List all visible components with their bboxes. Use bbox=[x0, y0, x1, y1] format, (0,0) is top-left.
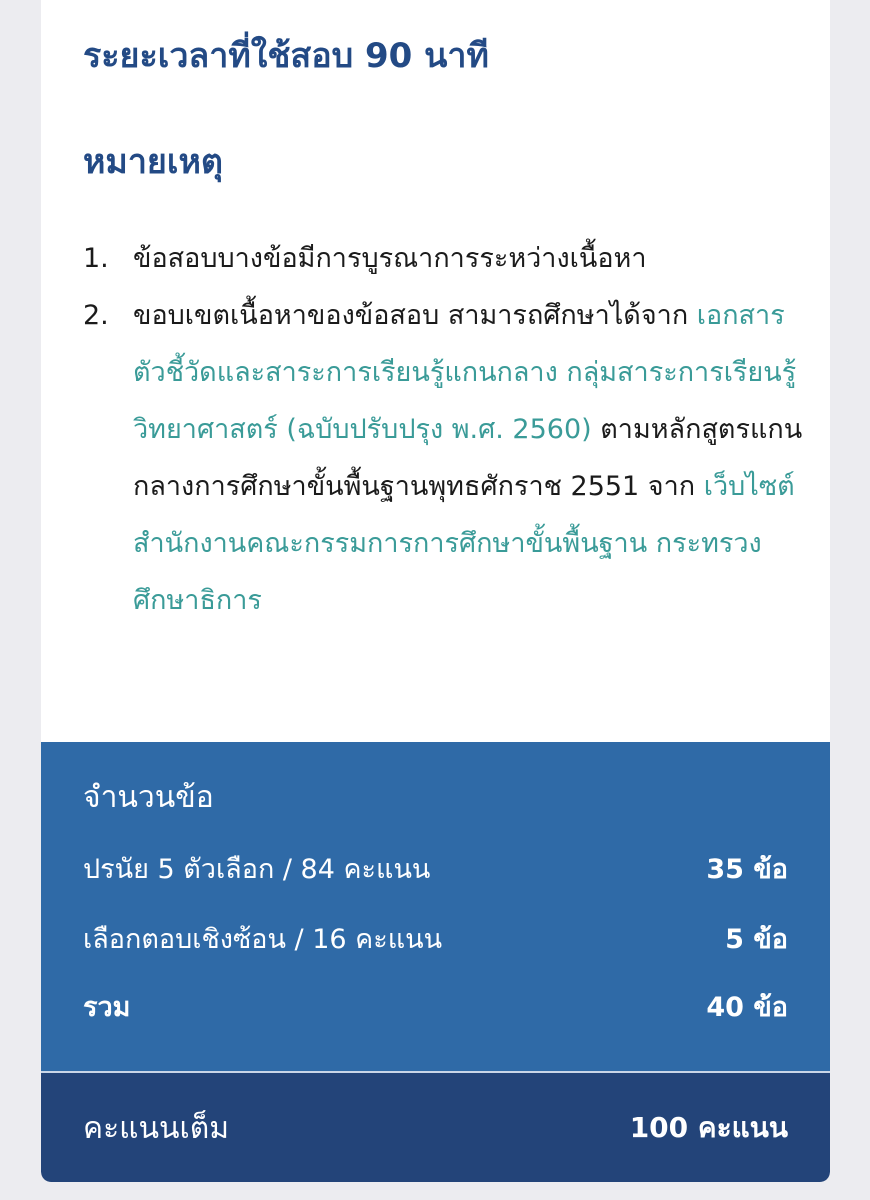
indicators-document-link[interactable]: เอกสารตัวชี้วัดและสาระการเรียนรู้แกนกลาง กลุ่มสาระการเรียนรู้วิทยาศาสตร์ (ฉบับปรับปรุง พ.ศ. 2560) bbox=[133, 300, 797, 445]
note-text: ขอบเขตเนื้อหาของข้อสอบ สามารถศึกษาได้จาก bbox=[133, 300, 697, 331]
full-score-panel bbox=[41, 1073, 830, 1182]
full-score-row bbox=[83, 1103, 788, 1153]
note-text: ข้อสอบบางข้อมีการบูรณาการระหว่างเนื้อหา bbox=[133, 243, 647, 274]
row-label: เลือกตอบเชิงซ้อน / 16 คะแนน bbox=[83, 923, 443, 955]
full-score-value: 100 คะแนน bbox=[629, 1111, 788, 1144]
row-label: ปรนัย 5 ตัวเลือก / 84 คะแนน bbox=[83, 853, 431, 885]
exam-info-card bbox=[41, 0, 830, 1182]
row-value: 40 ข้อ bbox=[706, 991, 788, 1023]
note-number: 1. bbox=[83, 243, 109, 274]
row-label: รวม bbox=[83, 991, 131, 1023]
notes-heading: หมายเหตุ bbox=[83, 142, 223, 182]
notes-list bbox=[83, 230, 803, 629]
question-count-row bbox=[83, 843, 788, 893]
note-text: ตามหลักสูตรแกนกลางการศึกษาขั้นพื้นฐานพุทธศักราช 2551 จาก bbox=[133, 414, 803, 502]
obec-website-link[interactable]: เว็บไซต์สำนักงานคณะกรรมการการศึกษาขั้นพื้นฐาน กระทรวงศึกษาธิการ bbox=[133, 471, 795, 616]
row-value: 35 ข้อ bbox=[706, 853, 788, 885]
question-count-title: จำนวนข้อ bbox=[83, 780, 214, 815]
row-value: 5 ข้อ bbox=[725, 923, 788, 955]
duration-heading: ระยะเวลาที่ใช้สอบ 90 นาที bbox=[83, 36, 489, 76]
note-number: 2. bbox=[83, 300, 109, 331]
exam-details bbox=[41, 0, 830, 742]
note-item bbox=[83, 230, 803, 287]
question-count-row bbox=[83, 913, 788, 963]
question-count-total-row bbox=[83, 981, 788, 1031]
note-item bbox=[83, 287, 803, 629]
full-score-label: คะแนนเต็ม bbox=[83, 1110, 230, 1146]
question-count-panel bbox=[41, 742, 830, 1071]
